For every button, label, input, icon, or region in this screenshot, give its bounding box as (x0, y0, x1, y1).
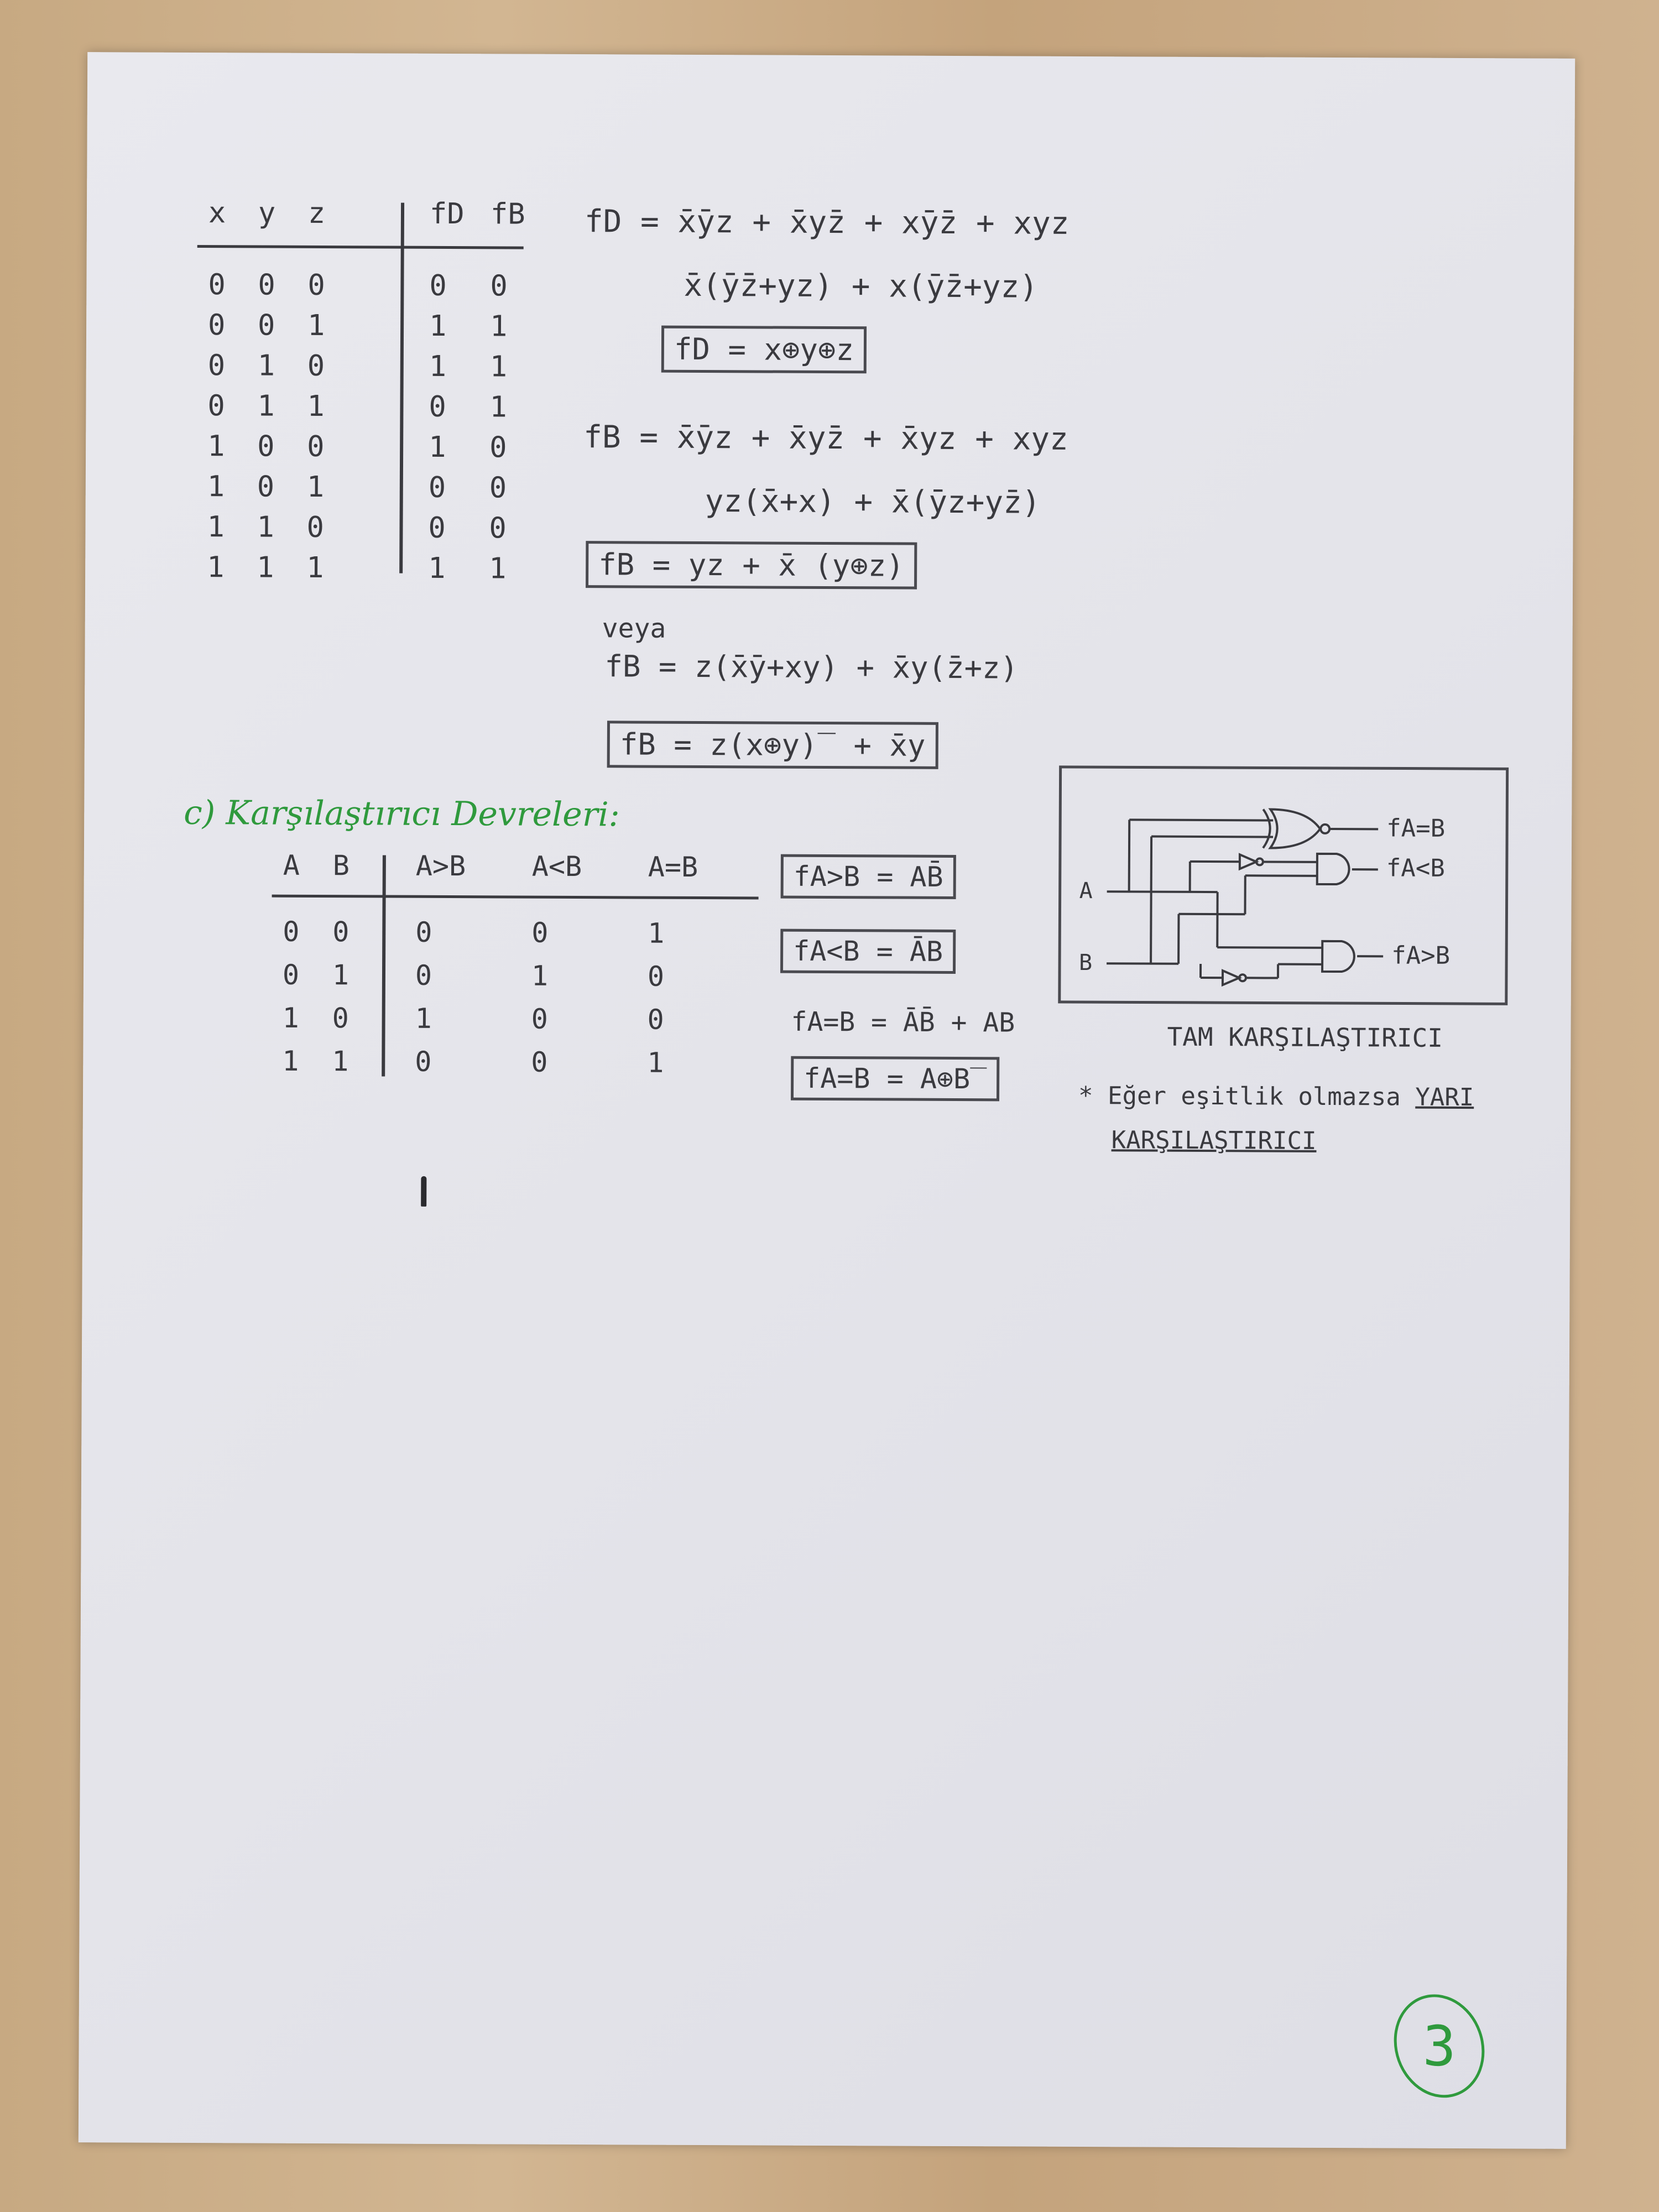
column-divider-2 (382, 855, 386, 1076)
tt1-cell: 1 (257, 551, 274, 585)
tt1-cell: 0 (257, 470, 275, 504)
tt2-cell: 0 (332, 916, 349, 948)
lt-equation-box: fA<B = ĀB (780, 929, 956, 974)
tt2-cell: 0 (282, 958, 300, 991)
fd-equation-line1: fD = x̄ȳz + x̄yz̄ + xȳz̄ + xyz (584, 204, 1070, 242)
tt2-cell: 1 (332, 959, 349, 992)
half-comparator-note (1078, 1074, 1474, 1164)
tt1-cell: 0 (490, 269, 508, 303)
input-b-label: B (1078, 950, 1093, 976)
tt1-header-4: fB (490, 197, 525, 231)
tt2-cell: 1 (332, 1045, 349, 1078)
header-underline-2 (272, 895, 759, 900)
eq-equation-box: fA=B = A⊕B‾ (791, 1056, 999, 1102)
tt1-cell: 0 (307, 268, 325, 302)
comparator-circuit (1057, 764, 1511, 1010)
output-eq-label: fA=B (1386, 814, 1446, 843)
not-gate-b (1223, 971, 1239, 985)
not-gate-a (1240, 854, 1256, 869)
note-emph-1: YARI (1415, 1083, 1474, 1112)
tt1-cell: 0 (208, 268, 226, 302)
tt2-cell: 1 (415, 1002, 432, 1035)
and-gate-gt (1322, 941, 1354, 972)
truth-table-2-header (272, 849, 770, 883)
tt1-cell: 1 (306, 551, 324, 585)
tt1-cell: 0 (207, 349, 226, 383)
tt2-cell: 0 (332, 1002, 349, 1035)
gt-equation-box: fA>B = AB̄ (781, 854, 956, 899)
tt2-header-2: A>B (415, 849, 466, 883)
header-underline (197, 245, 524, 249)
note-prefix: * Eğer eşitlik olmazsa (1078, 1081, 1416, 1112)
tt2-header-1: B (332, 849, 350, 882)
page-number: 3 (1422, 2013, 1456, 2079)
tt2-cell: 0 (647, 960, 665, 993)
tt1-cell: 1 (489, 310, 508, 343)
tt2-cell: 0 (283, 915, 300, 948)
circuit-caption: TAM KARŞILAŞTIRICI (1167, 1021, 1443, 1053)
tt2-cell: 0 (415, 916, 432, 948)
tt1-cell: 0 (489, 471, 507, 505)
tt1-cell: 0 (257, 430, 275, 463)
tt1-cell: 1 (257, 510, 274, 544)
tt1-cell: 0 (207, 309, 226, 342)
tt2-cell: 0 (531, 1003, 548, 1035)
paper-sheet (79, 52, 1575, 2149)
tt1-cell: 1 (489, 390, 507, 424)
tt2-cell: 1 (648, 917, 665, 950)
tt1-cell: 1 (207, 551, 225, 585)
tt1-cell: 1 (429, 430, 446, 464)
tt1-header-1: y (258, 196, 276, 230)
tt1-cell: 1 (257, 349, 275, 383)
tt2-cell: 0 (415, 1045, 432, 1078)
tt1-cell: 0 (428, 471, 446, 504)
page-number-circle (1380, 1981, 1499, 2110)
tt2-header-0: A (283, 849, 300, 881)
fd-equation-line2: x̄(ȳz̄+yz) + x(ȳz̄+yz) (684, 267, 1039, 305)
tt1-cell: 1 (428, 551, 446, 585)
tt1-cell: 0 (489, 512, 507, 545)
truth-table-ab (271, 849, 770, 1161)
tt2-header-4: A=B (648, 851, 698, 883)
output-lt-label: fA<B (1386, 854, 1445, 883)
tt1-cell: 0 (257, 309, 275, 342)
tt2-cell: 0 (531, 916, 549, 949)
tt2-cell: 1 (282, 1045, 299, 1077)
tt1-cell: 0 (489, 431, 507, 465)
input-a-label: A (1079, 878, 1093, 904)
eq-equation: fA=B = ĀB̄ + AB (791, 1006, 1015, 1039)
tt2-cell: 1 (531, 959, 549, 992)
tt2-cell: 0 (647, 1003, 664, 1036)
ink-mark (421, 1176, 426, 1207)
tt2-cell: 0 (415, 959, 432, 992)
fb-equation-line2: yz(x̄+x) + x̄(ȳz+yz̄) (705, 483, 1041, 521)
tt2-cell: 1 (282, 1001, 299, 1034)
tt1-cell: 1 (207, 470, 225, 504)
tt1-cell: 1 (429, 309, 447, 343)
fd-result-box: fD = x⊕y⊕z (661, 326, 867, 374)
tt1-header-0: x (208, 196, 226, 230)
truth-table-xyz (196, 196, 618, 640)
tt1-cell: 1 (257, 389, 275, 423)
tt1-cell: 0 (306, 510, 324, 545)
xnor-gate (1270, 809, 1320, 848)
tt1-header-2: z (307, 196, 326, 231)
output-gt-label: fA>B (1391, 941, 1451, 970)
tt2-cell: 0 (531, 1046, 548, 1078)
and-gate-lt (1317, 854, 1349, 884)
tt1-cell: 1 (429, 349, 447, 383)
tt1-cell: 1 (207, 430, 225, 463)
fb-result-box: fB = yz + x̄ (y⊕z) (586, 541, 917, 589)
tt1-cell: 0 (258, 268, 275, 302)
note-emph-2: KARŞILAŞTIRICI (1111, 1126, 1317, 1155)
tt1-cell: 1 (207, 510, 225, 544)
tt1-header-3: fD (429, 197, 465, 231)
fb-alt-result-box: fB = z(x⊕y)‾ + x̄y (607, 721, 938, 769)
or-word: veya (602, 613, 666, 644)
tt1-cell: 1 (489, 350, 508, 384)
tt1-cell: 1 (307, 389, 325, 424)
tt1-cell: 0 (429, 269, 447, 302)
section-title: c) Karşılaştırıcı Devreleri: (184, 793, 620, 834)
tt1-cell: 0 (429, 390, 446, 424)
column-divider (399, 203, 404, 573)
tt1-cell: 0 (307, 349, 325, 383)
tt1-cell: 0 (428, 511, 446, 545)
tt1-cell: 1 (306, 470, 325, 504)
tt2-header-3: A<B (531, 850, 582, 883)
fb-equation-line1: fB = x̄ȳz + x̄yz̄ + x̄yz + xyz (583, 419, 1068, 457)
tt1-cell: 1 (307, 309, 325, 343)
tt2-cell: 1 (647, 1046, 664, 1079)
tt1-cell: 0 (207, 389, 225, 423)
fb-alt-equation: fB = z(x̄ȳ+xy) + x̄y(z̄+z) (604, 649, 1019, 686)
tt1-cell: 1 (489, 552, 507, 586)
truth-table-header (197, 196, 618, 231)
tt1-cell: 0 (307, 430, 325, 464)
